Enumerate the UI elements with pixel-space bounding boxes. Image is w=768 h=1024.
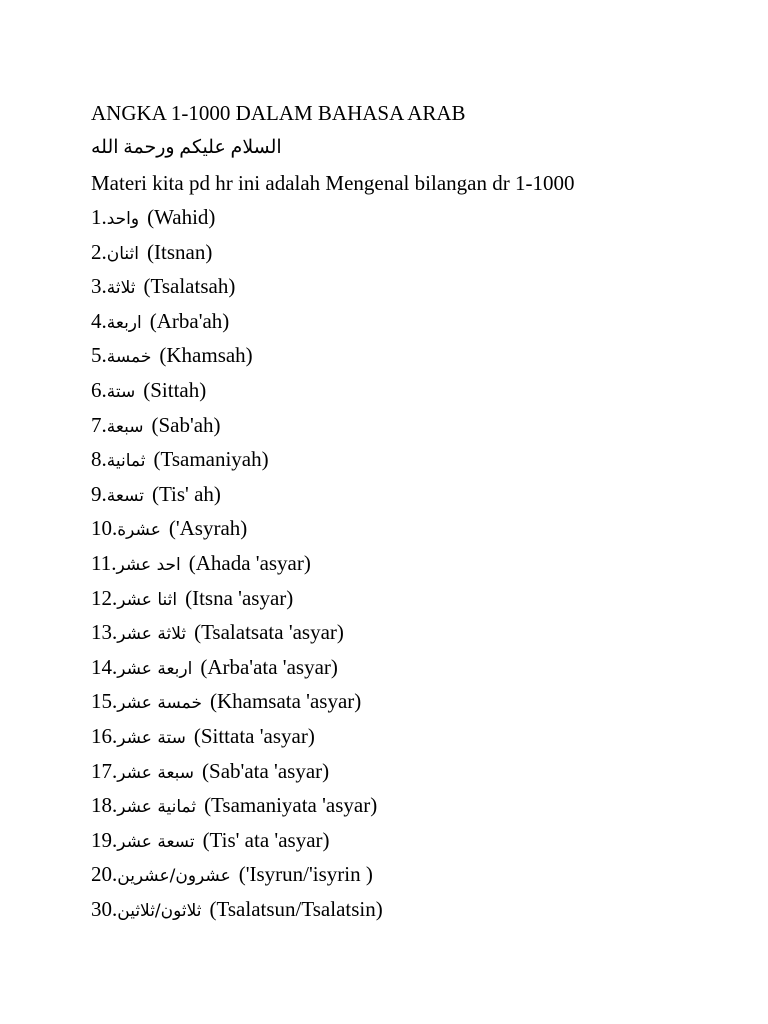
intro-text: Materi kita pd hr ini adalah Mengenal bilangan dr 1-1000 (91, 171, 575, 195)
item-latin: (Khamsata 'asyar) (209, 689, 362, 714)
list-item (91, 412, 383, 447)
item-latin: ('Asyrah) (168, 516, 248, 541)
item-arabic: ستة (106, 381, 136, 402)
item-arabic: اثنان (106, 243, 139, 264)
list-item (91, 585, 383, 620)
item-number: 5. (91, 343, 107, 368)
item-number: 8. (91, 447, 107, 472)
item-number: 12. (91, 585, 118, 610)
item-latin: (Itsna 'asyar) (185, 585, 294, 610)
list-item (91, 688, 383, 723)
item-arabic: ستة عشر (117, 727, 186, 748)
item-number: 1. (91, 205, 107, 229)
item-number: 6. (91, 377, 107, 402)
item-arabic: تسعة (106, 485, 144, 506)
item-arabic: خمسة (106, 347, 152, 368)
item-arabic: اربعة عشر (117, 658, 193, 679)
item-latin: (Tis' ah) (151, 481, 221, 506)
item-latin: (Tsalatsah) (143, 274, 236, 299)
item-number: 18. (91, 793, 118, 818)
item-latin: (Tsamaniyah) (153, 447, 269, 472)
list-item (91, 619, 383, 654)
item-number: 2. (91, 239, 107, 264)
item-arabic: ثمانية عشر (117, 797, 197, 818)
list-item (91, 723, 383, 758)
page-title: ANGKA 1-1000 DALAM BAHASA ARAB (91, 101, 466, 125)
list-item (91, 861, 383, 896)
item-latin: (Wahid) (147, 205, 216, 229)
list-item (91, 204, 383, 239)
list-item (91, 481, 383, 516)
list-item (91, 308, 383, 343)
item-number: 17. (91, 758, 118, 783)
list-item (91, 827, 383, 862)
item-number: 7. (91, 412, 107, 437)
item-arabic: سبعة (106, 416, 144, 437)
item-latin: (Sab'ah) (151, 412, 221, 437)
item-arabic: ثمانية (106, 451, 146, 472)
item-latin: (Tis' ata 'asyar) (202, 827, 330, 852)
item-latin: (Tsamaniyata 'asyar) (204, 793, 378, 818)
item-number: 3. (91, 274, 107, 299)
item-arabic: عشرون/عشرين (117, 866, 231, 887)
item-number: 11. (91, 550, 117, 575)
item-arabic: اربعة (106, 312, 142, 333)
item-number: 16. (91, 723, 118, 748)
list-item (91, 446, 383, 481)
item-arabic: واحد (106, 209, 140, 229)
item-latin: ('Isyrun/'isyrin ) (238, 862, 373, 887)
list-item (91, 758, 383, 793)
item-number: 14. (91, 654, 118, 679)
list-item (91, 654, 383, 689)
list-item (91, 896, 383, 931)
item-latin: (Tsalatsata 'asyar) (194, 620, 344, 645)
list-item (91, 792, 383, 827)
item-arabic: سبعة عشر (117, 762, 195, 783)
item-arabic: تسعة عشر (117, 831, 195, 852)
item-arabic: ثلاثة (106, 278, 136, 299)
list-item (91, 342, 383, 377)
item-latin: (Arba'ah) (149, 308, 230, 333)
item-arabic: خمسة عشر (117, 693, 202, 714)
item-arabic: اثنا عشر (117, 589, 178, 610)
item-latin: (Sittata 'asyar) (193, 723, 315, 748)
item-number: 19. (91, 827, 118, 852)
item-latin: (Khamsah) (159, 343, 253, 368)
item-number: 20. (91, 862, 118, 887)
list-item (91, 550, 383, 585)
item-number: 13. (91, 620, 118, 645)
item-latin: (Tsalatsun/Tsalatsin) (209, 896, 383, 921)
arabic-greeting: السلام عليكم ورحمة الله (91, 137, 282, 158)
list-item (91, 377, 383, 412)
item-latin: (Ahada 'asyar) (188, 550, 311, 575)
item-number: 15. (91, 689, 118, 714)
item-arabic: عشرة (117, 520, 161, 541)
list-item (91, 515, 383, 550)
list-item (91, 239, 383, 274)
item-number: 9. (91, 481, 107, 506)
item-latin: (Itsnan) (147, 239, 213, 264)
item-latin: (Arba'ata 'asyar) (200, 654, 338, 679)
item-latin: (Sab'ata 'asyar) (202, 758, 330, 783)
item-arabic: ثلاثة عشر (117, 624, 187, 645)
list-item (91, 273, 383, 308)
item-number: 10. (91, 516, 118, 541)
item-number: 4. (91, 308, 107, 333)
number-list (91, 204, 383, 930)
item-number: 30. (91, 896, 118, 921)
item-arabic: احد عشر (116, 554, 181, 575)
item-arabic: ثلاثون/ثلاثين (117, 900, 202, 921)
item-latin: (Sittah) (143, 377, 207, 402)
